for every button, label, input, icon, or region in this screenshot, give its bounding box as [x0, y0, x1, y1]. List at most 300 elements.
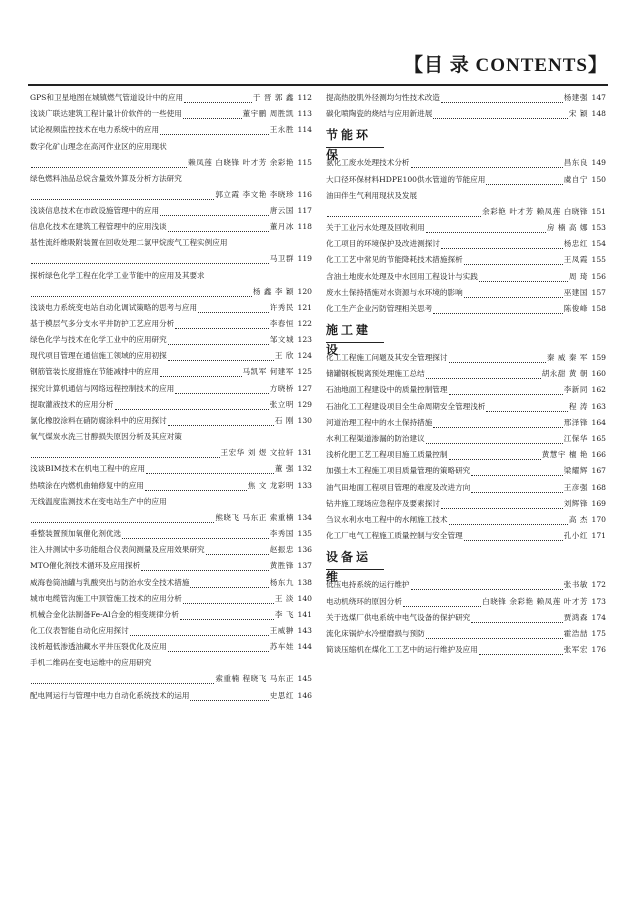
entry-title: 流化床锅炉水冷壁磨损与预防: [326, 628, 425, 638]
entry-title: 浅谈BIM技术在机电工程中的应用: [30, 464, 146, 474]
entry-authors: 索重楠 程晓飞 马东正: [215, 674, 294, 684]
toc-entry: [326, 645, 606, 655]
leader-dots: [168, 353, 274, 361]
entry-title: 油田伴生气利用现状及发展: [326, 190, 418, 200]
entry-page: 169: [591, 498, 606, 508]
toc-entry: [30, 351, 312, 361]
leader-dots: [122, 531, 269, 539]
entry-title: 浅谈电力系统变电站自动化调试策略的思考与应用: [30, 302, 198, 312]
entry-title: 垂整装置预加氧催化剂优选: [30, 528, 122, 538]
entry-authors: 李春恒: [269, 318, 294, 328]
leader-dots: [411, 582, 563, 590]
entry-title: 含油土地废水处理及中水回用工程设计与实践: [326, 271, 478, 281]
entry-page: 148: [591, 109, 606, 119]
entry-authors: 梁耀辉: [563, 466, 588, 476]
section-heading: 节能环保: [326, 125, 384, 148]
toc-entry: [30, 384, 312, 394]
toc-entry: [30, 561, 312, 571]
leader-dots: [206, 547, 269, 555]
entry-authors: 虞自宁: [563, 174, 588, 184]
entry-authors: 董宇鹏 周胜凯: [242, 109, 294, 119]
toc-entry: [30, 578, 312, 588]
leader-dots: [183, 111, 242, 119]
entry-page: 144: [297, 642, 312, 652]
leader-dots: [464, 290, 563, 298]
entry-line: [30, 254, 312, 264]
toc-entry: [30, 109, 312, 119]
entry-title: 大口径环保材料HDPE100供水管道的节能应用: [326, 174, 486, 184]
entry-title: 储罐钢板脱离预处理施工总结: [326, 369, 425, 379]
entry-title: 钢筋管装长度措施在节能减排中的应用: [30, 367, 160, 377]
leader-dots: [464, 533, 563, 541]
entry-authors: 史思红: [269, 690, 294, 700]
leader-dots: [471, 615, 562, 623]
entry-page: 134: [297, 512, 312, 522]
entry-authors: 方晓桥: [269, 383, 294, 393]
entry-authors: 苏车娃: [269, 642, 294, 652]
toc-entry: [326, 191, 606, 217]
entry-page: 125: [297, 367, 312, 377]
entry-page: 166: [591, 450, 606, 460]
entry-authors: 张军宏: [563, 645, 588, 655]
toc-entry: [30, 545, 312, 555]
toc-entry: [30, 610, 312, 620]
entry-authors: 于 晋 郭 鑫: [252, 93, 294, 102]
toc-entry: [326, 402, 606, 412]
entry-title: 关于工业污水处理及回收利用: [326, 222, 425, 232]
toc-entry: [30, 319, 312, 329]
entry-authors: 高 杰: [568, 514, 588, 524]
toc-entry: [326, 499, 606, 509]
entry-page: 129: [297, 399, 312, 409]
entry-page: 131: [297, 448, 312, 458]
entry-authors: 邢泽锋: [563, 417, 588, 427]
leader-dots: [180, 612, 274, 620]
entry-authors: 贾鸿森: [563, 612, 588, 622]
entry-authors: 程 涛: [568, 401, 588, 411]
entry-title: 化工厂电气工程施工质量控制与安全管理: [326, 531, 463, 541]
toc-entry: [30, 93, 312, 103]
entry-title: 威海卷筒油罐与乳酸突出与防治水安全技术措施: [30, 577, 190, 587]
entry-page: 151: [591, 206, 606, 216]
right-column: [326, 93, 606, 661]
toc-entry: [326, 434, 606, 444]
entry-page: 118: [297, 222, 312, 232]
entry-page: 146: [297, 690, 312, 700]
entry-title: 配电网运行与管理中电力自动化系统技术的运用: [30, 690, 190, 700]
entry-title: 探析绿色化学工程在化学工业节能中的应用及其要求: [30, 270, 205, 280]
leader-dots: [433, 306, 562, 314]
entry-title: MTO催化剂技术循环及应用探析: [30, 561, 141, 571]
entry-page: 154: [591, 239, 606, 249]
entry-authors: 王 淡: [274, 593, 294, 603]
leader-dots: [486, 177, 562, 185]
leader-dots: [441, 241, 563, 249]
entry-line: [326, 207, 606, 217]
entry-title: 刍议水利水电工程中的水闸施工技术: [326, 514, 448, 524]
entry-title: 废水土保持措施对水资源与水环境的影响: [326, 287, 463, 297]
toc-entry: [326, 304, 606, 314]
leader-dots: [168, 337, 269, 345]
toc-entry: [30, 416, 312, 426]
entry-page: 167: [591, 466, 606, 476]
entry-page: 117: [297, 205, 312, 215]
leader-dots: [411, 160, 563, 168]
toc-entry: [326, 418, 606, 428]
entry-page: 130: [297, 416, 312, 425]
entry-title: 现代项目管理在通信施工领域的应用初探: [30, 351, 167, 361]
toc-entry: [30, 481, 312, 491]
entry-title: GPS和卫星地图在城镇燃气管道设计中的应用: [30, 93, 184, 102]
leader-dots: [146, 466, 274, 474]
entry-authors: 熊晓飞 马东正 索重楠: [215, 512, 294, 522]
leader-dots: [115, 402, 269, 410]
entry-page: 157: [591, 287, 606, 297]
entry-title: 信息化技术在建筑工程管理中的应用浅谈: [30, 222, 167, 232]
entry-authors: 马凯军 何建军: [242, 367, 294, 377]
entry-title: 绿色燃料油品总烷含量效外算及分析方法研究: [30, 173, 182, 183]
leader-dots: [31, 676, 214, 684]
toc-entry: [326, 353, 606, 363]
entry-title: 加强土木工程施工项目质量管理的策略研究: [326, 466, 471, 476]
section-heading: 设备运维: [326, 547, 384, 570]
entry-page: 150: [591, 174, 606, 184]
entry-title: 简谈压缩机在煤化工工艺中的运行维护及应用: [326, 645, 478, 655]
entry-page: 141: [297, 609, 312, 619]
leader-dots: [449, 387, 563, 395]
toc-entry: [326, 223, 606, 233]
entry-authors: 刘辉锋: [563, 498, 588, 508]
entry-authors: 李 飞: [274, 609, 294, 619]
entry-title: 电动机绕环的原因分析: [326, 596, 402, 606]
toc-entry: [30, 529, 312, 539]
entry-page: 124: [297, 351, 312, 361]
entry-title: 试论视频监控技术在电力系统中的应用: [30, 125, 160, 135]
entry-page: 147: [591, 93, 606, 102]
entry-title: 浅析超低渗透油藏水平井压裂优化及应用: [30, 642, 167, 652]
toc-entry: [30, 271, 312, 297]
entry-page: 127: [297, 383, 312, 393]
toc-entry: [30, 206, 312, 216]
entry-title: 数字化矿山理念在高河作业区的应用现状: [30, 141, 167, 151]
entry-title: 浅谈广联达建筑工程计量计价软件的一些使用: [30, 109, 182, 119]
entry-page: 136: [297, 545, 312, 555]
entry-authors: 孔小红: [563, 531, 588, 541]
entry-page: 162: [591, 385, 606, 395]
entry-page: 112: [297, 93, 312, 102]
leader-dots: [479, 647, 563, 655]
entry-title: 提取灌液技术的应用分析: [30, 399, 114, 409]
entry-authors: 王凤霞: [563, 255, 588, 265]
entry-authors: 张书敏: [563, 580, 588, 590]
entry-page: 175: [591, 628, 606, 638]
leader-dots: [441, 501, 563, 509]
entry-title: 化工项目的环境保护及改进测探讨: [326, 239, 440, 249]
toc-entry: [30, 125, 312, 135]
entry-authors: 马卫群: [269, 254, 294, 264]
entry-title: 关于选煤厂供电系统中电气设备的保护研究: [326, 612, 471, 622]
entry-page: 133: [297, 480, 312, 490]
entry-authors: 王 欣: [274, 351, 294, 361]
entry-line: [30, 158, 312, 168]
entry-title: 油气田地面工程项目管理的难度及改进方向: [326, 482, 471, 492]
entry-title: 浅谈信息技术在市政设施管理中的应用: [30, 205, 160, 215]
entry-title: 机械合金化法制备Fe-Al合金的相变规律分析: [30, 609, 179, 619]
leader-dots: [168, 224, 269, 232]
entry-title: 绿色化学与技术在化学工业中的应用研究: [30, 335, 167, 345]
leader-dots: [464, 257, 563, 265]
left-column: [30, 93, 312, 707]
entry-page: 156: [591, 271, 606, 281]
leader-dots: [433, 420, 562, 428]
leader-dots: [184, 95, 252, 103]
entry-authors: 宋 颖: [568, 109, 588, 119]
toc-entry: [30, 335, 312, 345]
entry-page: 115: [297, 157, 312, 167]
entry-title: 碳化喷陶瓷的烧结与应用新进展: [326, 109, 433, 119]
toc-entry: [326, 580, 606, 590]
leader-dots: [145, 483, 247, 491]
leader-dots: [31, 289, 252, 297]
entry-page: 114: [297, 125, 312, 135]
toc-entry: [30, 658, 312, 684]
entry-page: 173: [591, 596, 606, 606]
entry-page: 123: [297, 335, 312, 345]
leader-dots: [479, 274, 568, 282]
leader-dots: [31, 160, 187, 168]
entry-page: 176: [591, 645, 606, 655]
entry-page: 137: [297, 561, 312, 571]
entry-line: [30, 513, 312, 523]
entry-authors: 李秀国: [269, 528, 294, 538]
entry-authors: 杨 鑫 李 颖: [252, 286, 294, 296]
entry-page: 155: [591, 255, 606, 265]
header-divider: [28, 84, 608, 86]
entry-page: 164: [591, 417, 606, 427]
entry-authors: 焦 文 龙彩明: [247, 480, 294, 490]
entry-page: 158: [591, 303, 606, 313]
entry-authors: 江保华: [563, 434, 588, 443]
toc-entry: [326, 385, 606, 395]
entry-title: 热喷涂在内燃机曲轴修复中的应用: [30, 480, 144, 490]
leader-dots: [486, 404, 567, 412]
toc-entry: [326, 483, 606, 493]
entry-authors: 杨东九: [269, 577, 294, 587]
entry-title: 氯化橡胶涂料在硝防腐涂料中的应用探讨: [30, 416, 167, 425]
toc-entry: [30, 626, 312, 636]
toc-entry: [326, 515, 606, 525]
leader-dots: [31, 450, 220, 458]
entry-authors: 李新同: [563, 385, 588, 395]
entry-line: [30, 674, 312, 684]
toc-entry: [30, 497, 312, 523]
entry-page: 165: [591, 434, 606, 443]
entry-page: 163: [591, 401, 606, 411]
entry-page: 120: [297, 286, 312, 296]
leader-dots: [403, 599, 481, 607]
toc-entry: [326, 255, 606, 265]
entry-page: 159: [591, 353, 606, 363]
entry-page: 174: [591, 612, 606, 622]
leader-dots: [160, 369, 241, 377]
entry-authors: 周 琦: [568, 271, 588, 281]
toc-entry: [326, 272, 606, 282]
leader-dots: [160, 208, 269, 216]
toc-entry: [326, 629, 606, 639]
toc-entry: [326, 288, 606, 298]
leader-dots: [441, 95, 563, 103]
entry-page: 116: [297, 189, 312, 199]
section-heading: 施工建设: [326, 320, 384, 343]
entry-title: 化工仪表智能自动化应用探讨: [30, 626, 129, 636]
leader-dots: [168, 644, 269, 652]
entry-title: 化工生产企业污防管理相关思考: [326, 303, 433, 313]
toc-entry: [326, 239, 606, 249]
entry-title: 无线温度监测技术在变电站生产中的应用: [30, 496, 167, 506]
entry-title: 注入井测试中多功能组合仪表间测量及应用效果研究: [30, 545, 205, 555]
entry-title: 氧气煤炭水洗三甘醇损失原因分析及其应对策: [30, 432, 182, 442]
entry-authors: 余彩艳 叶才芳 赖凤莲 白晓锋: [482, 206, 588, 216]
toc-entry: [326, 158, 606, 168]
entry-title: 低压电持系统的运行维护: [326, 580, 410, 590]
entry-authors: 胡永甜 黄 朝: [541, 369, 588, 379]
leader-dots: [449, 517, 568, 525]
entry-page: 145: [297, 674, 312, 684]
entry-page: 170: [591, 514, 606, 524]
entry-title: 钻井施工现场应急程序及要素探讨: [326, 498, 440, 508]
leader-dots: [433, 111, 568, 119]
entry-title: 河道治理工程中的水土保持措施: [326, 417, 433, 427]
entry-title: 基于模层气多分支水平井防护工艺应用分析: [30, 318, 175, 328]
entry-authors: 王永胜: [269, 125, 294, 135]
entry-authors: 秦 威 秦 军: [546, 353, 588, 363]
entry-page: 121: [297, 302, 312, 312]
entry-title: 水利工程渠道渗漏的防治建议: [326, 434, 425, 443]
leader-dots: [141, 563, 269, 571]
entry-title: 手机二维码在变电运维中的应用研究: [30, 658, 152, 668]
entry-title: 石油化工工程建设项目全生命周期安全管理浅析: [326, 401, 486, 411]
leader-dots: [183, 596, 274, 604]
entry-line: [30, 190, 312, 200]
entry-page: 122: [297, 318, 312, 328]
leader-dots: [190, 693, 268, 701]
toc-entry: [326, 597, 606, 607]
entry-page: 113: [297, 109, 312, 119]
entry-authors: 许秀民: [269, 302, 294, 312]
entry-title: 石油地面工程建设中的质量控制管理: [326, 385, 448, 395]
leader-dots: [175, 386, 268, 394]
toc-entry: [30, 642, 312, 652]
entry-page: 119: [297, 254, 312, 264]
entry-line: [30, 448, 312, 458]
toc-entry: [30, 594, 312, 604]
entry-title: 探究计算机通信与网络远程控制技术的应用: [30, 383, 175, 393]
entry-title: 氨化工废水处理技术分析: [326, 158, 410, 168]
entry-title: 化工工程施工问题及其安全管理探讨: [326, 353, 448, 363]
toc-entry: [30, 367, 312, 377]
entry-authors: 黄慧宇 檀 艳: [541, 450, 588, 460]
entry-authors: 白晓锋 余彩艳 赖凤莲 叶才芳: [482, 596, 588, 606]
entry-authors: 杨建强: [563, 93, 588, 102]
leader-dots: [471, 485, 562, 493]
leader-dots: [426, 225, 546, 233]
leader-dots: [426, 371, 541, 379]
entry-page: 132: [297, 464, 312, 474]
leader-dots: [449, 452, 541, 460]
entry-authors: 唐云国: [269, 205, 294, 215]
toc-entry: [30, 432, 312, 458]
toc-entry: [326, 369, 606, 379]
leader-dots: [31, 515, 214, 523]
leader-dots: [327, 209, 481, 217]
entry-page: 140: [297, 593, 312, 603]
entry-authors: 黄胜锋: [269, 561, 294, 571]
entry-authors: 王宏华 刘 煜 文拉轩: [220, 448, 294, 458]
toc-entry: [326, 109, 606, 119]
leader-dots: [130, 628, 269, 636]
entry-page: 149: [591, 158, 606, 168]
entry-authors: 董月冰: [269, 222, 294, 232]
toc-entry: [30, 303, 312, 313]
entry-authors: 陈俊峰: [563, 303, 588, 313]
entry-page: 135: [297, 528, 312, 538]
leader-dots: [31, 256, 269, 264]
toc-entry: [326, 93, 606, 103]
toc-entry: [326, 466, 606, 476]
entry-authors: 房 楠 高 娜: [546, 222, 588, 232]
entry-page: 168: [591, 482, 606, 492]
entry-page: 171: [591, 531, 606, 541]
entry-page: 138: [297, 577, 312, 587]
contents-header: 【目 录 CONTENTS】: [403, 55, 608, 76]
toc-entry: [326, 450, 606, 460]
leader-dots: [426, 436, 563, 444]
leader-dots: [198, 305, 269, 313]
leader-dots: [175, 321, 268, 329]
entry-authors: 张立明: [269, 399, 294, 409]
entry-authors: 石 刚: [274, 416, 294, 425]
leader-dots: [190, 580, 268, 588]
entry-authors: 王威翀: [269, 626, 294, 636]
leader-dots: [449, 355, 546, 363]
entry-authors: 王彦强: [563, 482, 588, 492]
entry-authors: 昌东良: [563, 158, 588, 168]
toc-entry: [30, 222, 312, 232]
toc-entry: [30, 400, 312, 410]
entry-authors: 霍浩喆: [563, 628, 588, 638]
entry-authors: 赵振忠: [269, 545, 294, 555]
entry-title: 提高热胶肌外径测均匀性技术改造: [326, 93, 440, 102]
leader-dots: [471, 468, 562, 476]
entry-title: 化工工艺中常见的节能降耗技术措施探析: [326, 255, 463, 265]
entry-line: [30, 287, 312, 297]
toc-entry: [30, 238, 312, 264]
toc-entry: [30, 464, 312, 474]
entry-page: 160: [591, 369, 606, 379]
toc-entry: [30, 142, 312, 168]
entry-page: 172: [591, 580, 606, 590]
toc-entry: [326, 175, 606, 185]
entry-title: 基性流纤维吸附装置在回收处理二氯甲烷废气工程实例应用: [30, 238, 228, 248]
leader-dots: [160, 127, 269, 135]
entry-page: 143: [297, 626, 312, 636]
toc-entry: [30, 174, 312, 200]
entry-authors: 杨忠红: [563, 239, 588, 249]
toc-entry: [326, 531, 606, 541]
entry-page: 153: [591, 222, 606, 232]
entry-title: 城市电缆管沟施工中顶管施工技术的应用分析: [30, 593, 182, 603]
entry-authors: 赖凤莲 白晓锋 叶才芳 余彩艳: [188, 157, 294, 167]
